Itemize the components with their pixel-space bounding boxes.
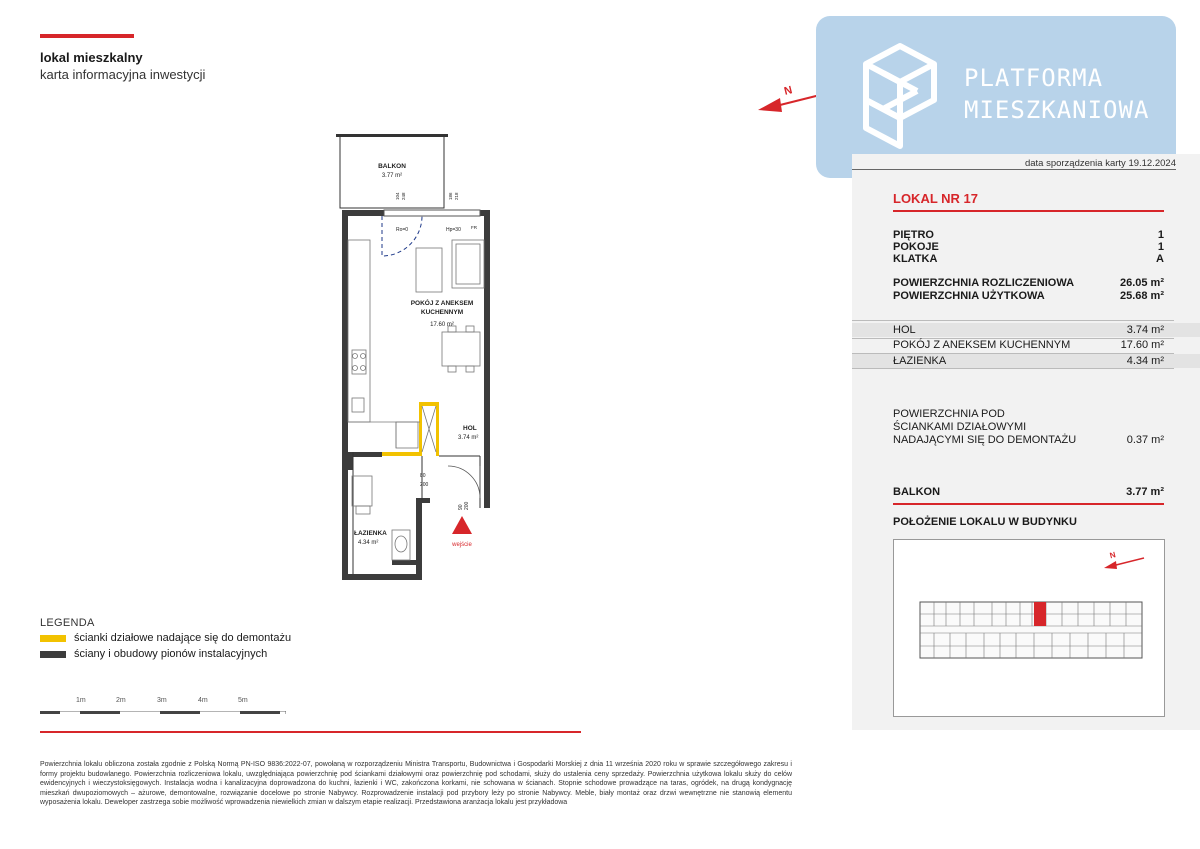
balkon-plan-area: 3.77 m²: [381, 173, 403, 179]
door-bath-dim-1: 80: [420, 473, 426, 479]
pokoje-value: 1: [1157, 241, 1164, 253]
door-top-dim-4: 218: [454, 192, 459, 200]
room-plan-label-2: KUCHENNYM: [420, 309, 464, 316]
demontaz-line1: POWIERZCHNIA POD: [893, 408, 1005, 420]
date-line: [852, 169, 1176, 170]
rail-label: Ro=0: [396, 227, 409, 233]
scale-ruler: [40, 711, 286, 714]
north-label: N: [782, 84, 794, 98]
fr-label: FR: [471, 225, 477, 230]
scale-label: 2m: [116, 697, 126, 704]
page-subtitle: karta informacyjna inwestycji: [40, 67, 206, 82]
lokal-number: LOKAL NR 17: [893, 191, 978, 206]
pietro-value: 1: [1157, 229, 1164, 241]
legend-item: [40, 648, 267, 660]
pow-uz-value: 25.68 m²: [1119, 290, 1164, 302]
platforma-logo-icon: [860, 42, 940, 150]
legend-swatch-dark: [40, 651, 66, 658]
room-row: [893, 339, 1164, 351]
map-north-label: N: [1108, 550, 1117, 561]
pietro-label: PIĘTRO: [893, 229, 934, 241]
room-label: POKÓJ Z ANEKSEM KUCHENNYM: [893, 339, 1071, 351]
lokal-underline: [893, 210, 1164, 212]
legend-item: [40, 632, 291, 644]
legend-swatch-yellow: [40, 635, 66, 642]
door-top-dim-2: 248: [401, 192, 406, 200]
legend-title: LEGENDA: [40, 617, 95, 629]
pietro-row: [893, 229, 1164, 241]
scale-label: 5m: [238, 697, 248, 704]
date-label: data sporządzenia karty 19.12.2024: [1024, 158, 1176, 169]
klatka-row: [893, 253, 1164, 265]
room-label: HOL: [893, 324, 916, 336]
logo-text-line2: MIESZKANIOWA: [964, 96, 1150, 124]
balkon-value: 3.77 m²: [1126, 486, 1164, 498]
door-entry-dim-1: 90: [458, 504, 464, 510]
room-value: 3.74 m²: [1126, 324, 1164, 336]
logo-text-line1: PLATFORMA: [964, 64, 1104, 92]
room-row: [893, 324, 1164, 336]
balkon-plan-label: BALKON: [378, 163, 406, 170]
klatka-label: KLATKA: [893, 253, 938, 265]
balkon-label: BALKON: [893, 486, 941, 498]
footer-accent-line: [40, 731, 581, 733]
room-label: ŁAZIENKA: [893, 355, 947, 367]
unit-location-highlight: [1034, 602, 1046, 626]
balkon-row: [893, 486, 1164, 498]
building-plan-thumbnail: [894, 540, 1164, 716]
floor-plan: [330, 130, 510, 586]
legend-label: ścianki działowe nadające się do demontażu: [74, 632, 292, 644]
building-location-map: [893, 539, 1165, 717]
hol-plan-label: HOL: [463, 425, 477, 432]
room-plan-area: 17.60 m²: [430, 322, 454, 328]
pow-rozl-label: POWIERZCHNIA ROZLICZENIOWA: [893, 277, 1075, 289]
room-value: 4.34 m²: [1126, 355, 1164, 367]
pokoje-row: [893, 241, 1164, 253]
hol-plan-area: 3.74 m²: [458, 435, 479, 441]
pow-rozl-value: 26.05 m²: [1119, 277, 1164, 289]
scale-label: 4m: [198, 697, 208, 704]
balkon-underline: [893, 503, 1164, 505]
room-row: [893, 355, 1164, 367]
pow-rozl-row: [893, 277, 1164, 289]
klatka-value: A: [1156, 253, 1164, 265]
polozenie-label: POŁOŻENIE LOKALU W BUDYNKU: [893, 516, 1077, 528]
door-entry-dim-2: 200: [464, 501, 470, 510]
lazienka-plan-area: 4.34 m²: [358, 540, 379, 546]
header-accent-bar: [40, 34, 134, 38]
pow-uz-row: [893, 290, 1164, 302]
rooms-divider-top: [852, 320, 1174, 321]
door-top-dim-1: 104: [395, 192, 400, 200]
entrance-label: wejście: [452, 542, 472, 548]
rooms-divider-bottom: [852, 368, 1174, 369]
pokoje-label: POKOJE: [893, 241, 939, 253]
demontaz-line2: ŚCIANKAMI DZIAŁOWYMI: [893, 421, 1027, 433]
legend-label: ściany i obudowy pionów instalacyjnych: [74, 648, 268, 660]
page-title: lokal mieszkalny: [40, 50, 143, 65]
door-bath-dim-2: 200: [420, 482, 429, 488]
lazienka-plan-label: ŁAZIENKA: [354, 530, 387, 537]
demontaz-value: 0.37 m²: [1126, 434, 1164, 446]
room-value: 17.60 m²: [1120, 339, 1164, 351]
demontaz-label: [893, 408, 1076, 447]
footnote: Powierzchnia lokalu obliczona została zgodnie z Polską Normą PN-ISO 9836:2022-07, powołaną w rozporządzeniu Ministra Transportu, Budownictwa i Gospodarki Morskiej z dnia 11 września 2020 roku w sprawie szczegółowego zakresu i formy projektu budowlanego. Powierzchnia rozliczeniowa lokalu, uwzględniająca powierzchnię pod ściankami działowymi oraz powierzchnię pod schodami, służy do ustalenia ceny sprzedaży. Powierzchnia użytkowa lokalu służy do celów ewidencyjnych i wieczystoksięgowych. Instalacja wodna i kanalizacyjna doprowadzona do kuchni, łazienki i WC, zakończona korkami, nie schowana w ścianach. Stopnie schodowe prowadzące na taras, ogródek, na drugą kondygnację mieszkań dwupoziomowych – ażurowe, demontowalne, rozwiązanie docelowe po stronie Nabywcy. Rozprowadzenie instalacji pod przybory leży po stronie Nabywcy. Meble, biały montaż oraz drzwi wewnętrzne nie stanowią elementu wyposażenia lokalu. Deweloper zastrzega sobie możliwość wprowadzenia niewielkich zmian w dalszym etapie realizacji. Przedstawiona aranżacja lokalu jest przykładowa: [40, 761, 792, 807]
demontaz-line3: NADAJĄCYMI SIĘ DO DEMONTAŻU: [893, 434, 1077, 446]
scale-label: 1m: [76, 697, 86, 704]
door-top-dim-3: 186: [448, 192, 453, 200]
hp-label: Hp=30: [446, 227, 461, 233]
pow-uz-label: POWIERZCHNIA UŻYTKOWA: [893, 290, 1045, 302]
scale-label: 3m: [157, 697, 167, 704]
room-plan-label-1: POKÓJ Z ANEKSEM: [410, 300, 474, 307]
